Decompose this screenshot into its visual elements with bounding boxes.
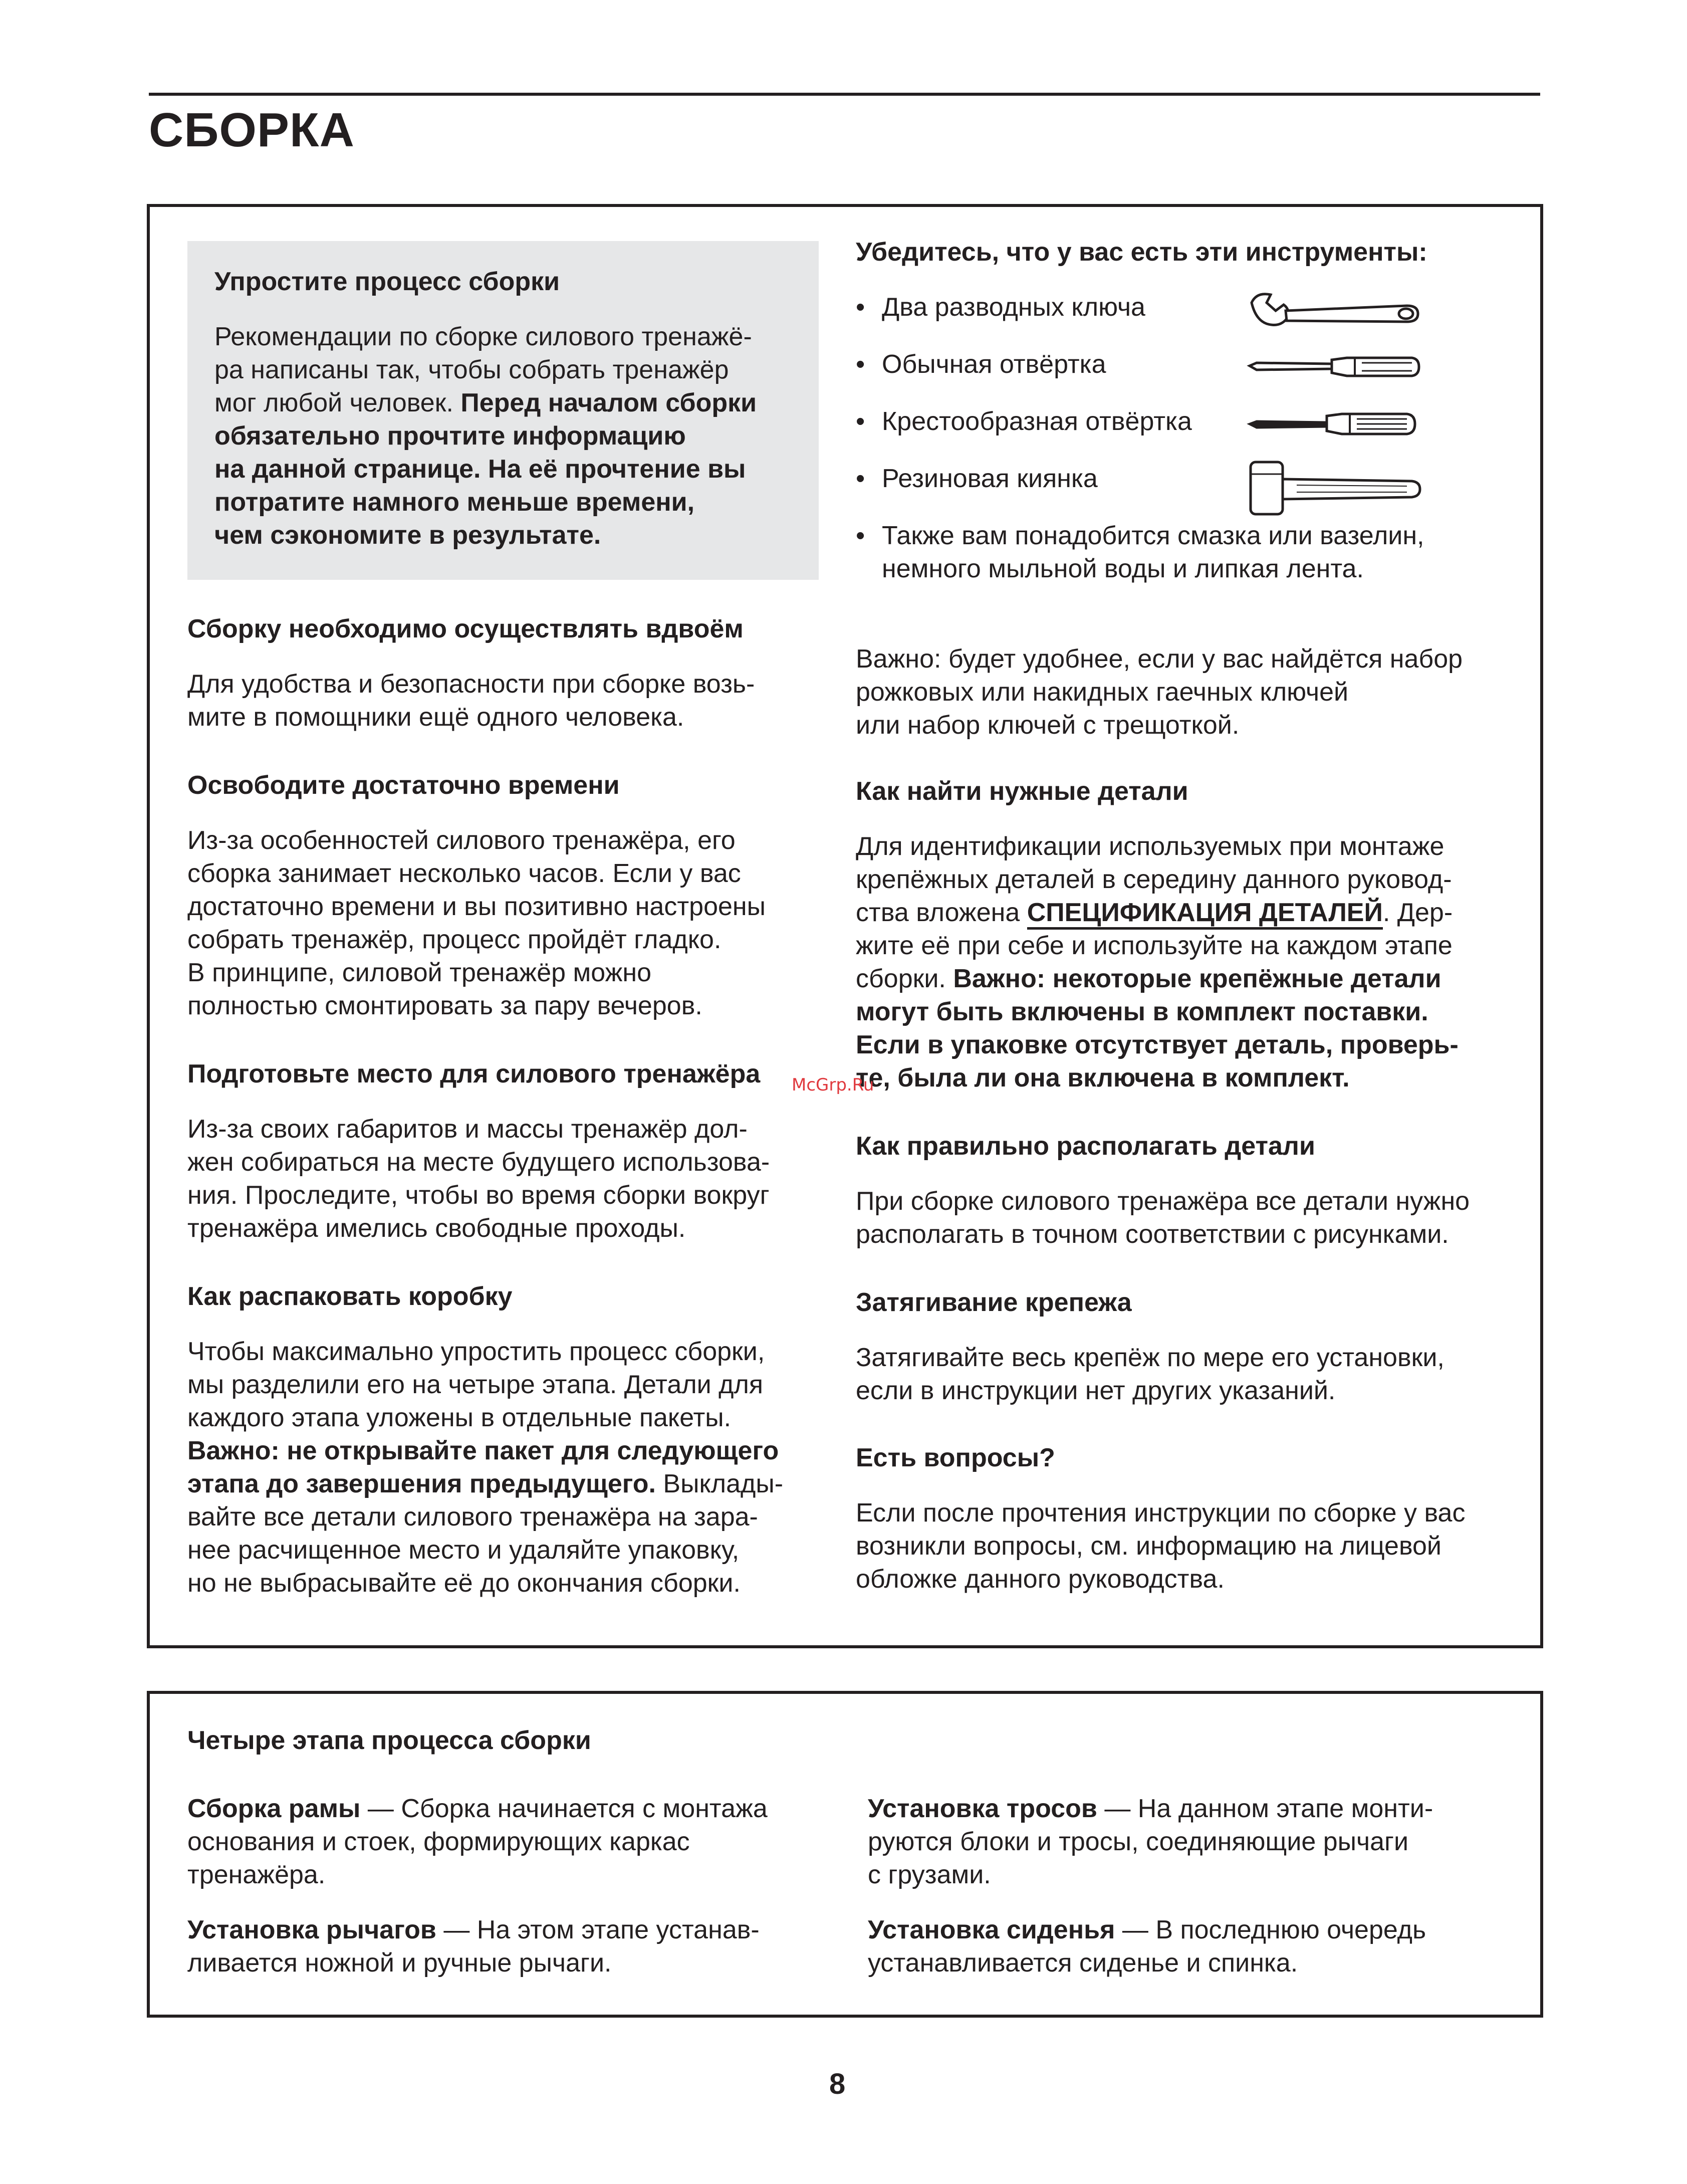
section-heading: Освободите достаточно времени [187,771,620,800]
intro-bold-text: Перед началом сборки [460,388,757,417]
stage-text: — На этом этапе устанав- [436,1915,760,1944]
paragraph-line: возникли вопросы, см. информацию на лицевой [856,1532,1441,1561]
section-unpack [187,1280,834,1600]
tool-item [856,348,1522,405]
intro-heading: Упростите процесс сборки [214,267,560,296]
section-tighten [856,1286,1522,1407]
stage-line: основания и стоек, формирующих каркас [187,1827,690,1856]
intro-box [187,241,819,580]
paragraph-line: Важно: будет удобнее, если у вас найдётся набор [856,644,1463,674]
tool-item [856,462,1522,519]
section-time [187,769,824,1022]
bullet: • [856,293,865,322]
important-line: Если в упаковке отсутствует деталь, проверь- [856,1030,1459,1059]
rubber-mallet-icon [1247,459,1427,522]
stage-frame [187,1792,839,1891]
tool-label: Резиновая киянка [882,464,1098,493]
important-line: могут быть включены в комплект поставки. [856,997,1428,1026]
section-heading: Затягивание крепежа [856,1288,1132,1317]
intro-text: мог любой человек. [214,388,461,417]
paragraph-line: мы разделили его на четыре этапа. Детали для [187,1370,764,1399]
paragraph-line: полностью смонтировать за пару вечеров. [187,991,702,1020]
paragraph-line: Затягивайте весь крепёж по мере его установки, [856,1343,1444,1372]
bullet: • [856,407,865,436]
intro-bold-line: чем сэкономите в результате. [214,521,601,550]
paragraph-line: обложке данного руководства. [856,1565,1225,1594]
paragraph-line: располагать в точном соответствии с рисунками. [856,1220,1449,1249]
paragraph-line: немного мыльной воды и липкая лента. [882,554,1364,583]
stage-text: — В последнюю очередь [1115,1915,1426,1944]
paragraph-line: собрать тренажёр, процесс пройдёт гладко. [187,925,721,954]
important-line: Важно: не открывайте пакет для следующего [187,1436,779,1465]
paragraph-line [187,1467,834,1500]
paragraph-line: В принципе, силовой тренажёр можно [187,958,651,987]
paragraph-line [856,962,1522,995]
important-text: Важно: некоторые крепёжные детали [953,964,1441,993]
paragraph-line: Из-за своих габаритов и массы тренажёр дол- [187,1115,748,1144]
stage-name: Установка сиденья [868,1915,1115,1944]
paragraph-line: Для идентификации используемых при монтаже [856,832,1444,861]
paragraph-line: рожковых или накидных гаечных ключей [856,678,1349,707]
paragraph-line: мите в помощники ещё одного человека. [187,703,684,732]
paragraph-text: . Дер- [1382,898,1453,927]
bullet: • [856,521,865,550]
paragraph-line: жен собираться на месте будущего использова- [187,1148,770,1177]
top-rule [149,93,1540,96]
bullet: • [856,350,865,379]
tool-extra [856,519,1522,585]
stage-cables [868,1792,1519,1891]
parts-specification-link: СПЕЦИФИКАЦИЯ ДЕТАЛЕЙ [1027,898,1383,930]
page-title: СБОРКА [149,103,355,157]
intro-bold-line: потратите намного меньше времени, [214,488,695,517]
section-heading: Как найти нужные детали [856,777,1188,806]
section-heading: Как правильно располагать детали [856,1132,1315,1161]
stage-line [868,1913,1519,1946]
section-questions [856,1441,1522,1596]
paragraph-line: Для удобства и безопасности при сборке возь- [187,670,755,699]
stage-seat [868,1913,1519,1980]
section-heading: Подготовьте место для силового тренажёра [187,1059,761,1088]
stage-line [868,1792,1519,1825]
stage-line [187,1913,839,1946]
important-line: те, была ли она включена в комплект. [856,1063,1350,1093]
stage-line: устанавливается сиденье и спинка. [868,1948,1298,1978]
watermark: McGrp.Ru [792,1075,874,1095]
intro-line: Рекомендации по сборке силового тренажё- [214,322,752,351]
paragraph-line: тренажёра имелись свободные проходы. [187,1214,686,1243]
paragraph-line: вайте все детали силового тренажёра на зара- [187,1502,758,1532]
paragraph-line: если в инструкции нет других указаний. [856,1376,1336,1405]
stage-name: Сборка рамы [187,1794,361,1823]
stage-line: ливается ножной и ручные рычаги. [187,1948,612,1978]
section-place [187,1057,859,1245]
section-heading: Как распаковать коробку [187,1282,513,1311]
paragraph-line: но не выбрасывайте её до окончания сборки. [187,1569,741,1598]
tools-section [856,236,1522,585]
paragraph-line: Также вам понадобится смазка или вазелин, [882,521,1424,550]
stage-text: — Сборка начинается с монтажа [360,1794,768,1823]
tool-label: Два разводных ключа [882,293,1145,322]
important-text: этапа до завершения предыдущего. [187,1469,656,1498]
stage-line: с грузами. [868,1860,991,1889]
section-together [187,612,824,734]
paragraph-line [856,896,1522,929]
paragraph-line: достаточно времени и вы позитивно настроены [187,892,766,921]
stage-line: тренажёра. [187,1860,326,1889]
flat-screwdriver-icon [1247,345,1427,387]
paragraph-line: Из-за особенностей силового тренажёра, его [187,826,736,855]
paragraph-line: крепёжных деталей в середину данного руковод- [856,865,1452,894]
paragraph-line: сборка занимает несколько часов. Если у вас [187,859,741,888]
stages-heading: Четыре этапа процесса сборки [187,1726,591,1755]
intro-line [214,386,801,419]
section-important-tools [856,642,1522,742]
tool-item [856,291,1522,348]
section-heading: Сборку необходимо осуществлять вдвоём [187,614,744,643]
stage-line: руются блоки и тросы, соединяющие рычаги [868,1827,1409,1856]
section-find-parts [856,775,1522,1095]
paragraph-text: Выклады- [655,1469,784,1498]
stage-text: — На данном этапе монти- [1097,1794,1433,1823]
paragraph-line: Чтобы максимально упростить процесс сборки, [187,1337,765,1366]
tool-item [856,405,1522,462]
intro-bold-line: обязательно прочтите информацию [214,421,686,451]
tool-label: Обычная отвёртка [882,350,1106,379]
paragraph-line: каждого этапа уложены в отдельные пакеты. [187,1403,732,1432]
paragraph-line: нее расчищенное место и удаляйте упаковку, [187,1536,740,1565]
stage-name: Установка тросов [868,1794,1097,1823]
paragraph-text: ства вложена [856,898,1027,927]
paragraph-text: сборки. [856,964,953,993]
paragraph-line: Если после прочтения инструкции по сборке у вас [856,1498,1466,1527]
tool-label: Крестообразная отвёртка [882,407,1192,436]
section-arrange [856,1130,1522,1251]
paragraph-line: ния. Проследите, чтобы во время сборки вокруг [187,1181,770,1210]
stage-name: Установка рычагов [187,1915,436,1944]
page-number: 8 [829,2068,846,2100]
stages-heading-block [187,1724,839,1757]
phillips-screwdriver-icon [1247,402,1427,445]
intro-bold-line: на данной странице. На её прочтение вы [214,455,746,484]
tools-heading: Убедитесь, что у вас есть эти инструменты: [856,238,1427,267]
paragraph-line: При сборке силового тренажёра все детали нужно [856,1187,1470,1216]
paragraph-line: или набор ключей с трещоткой. [856,711,1240,740]
section-heading: Есть вопросы? [856,1443,1055,1472]
stage-line [187,1792,839,1825]
adjustable-wrench-icon [1247,288,1427,340]
bullet: • [856,464,865,493]
paragraph-line: жите её при себе и используйте на каждом этапе [856,931,1453,960]
stage-levers [187,1913,839,1980]
intro-line: ра написаны так, чтобы собрать тренажёр [214,355,729,384]
